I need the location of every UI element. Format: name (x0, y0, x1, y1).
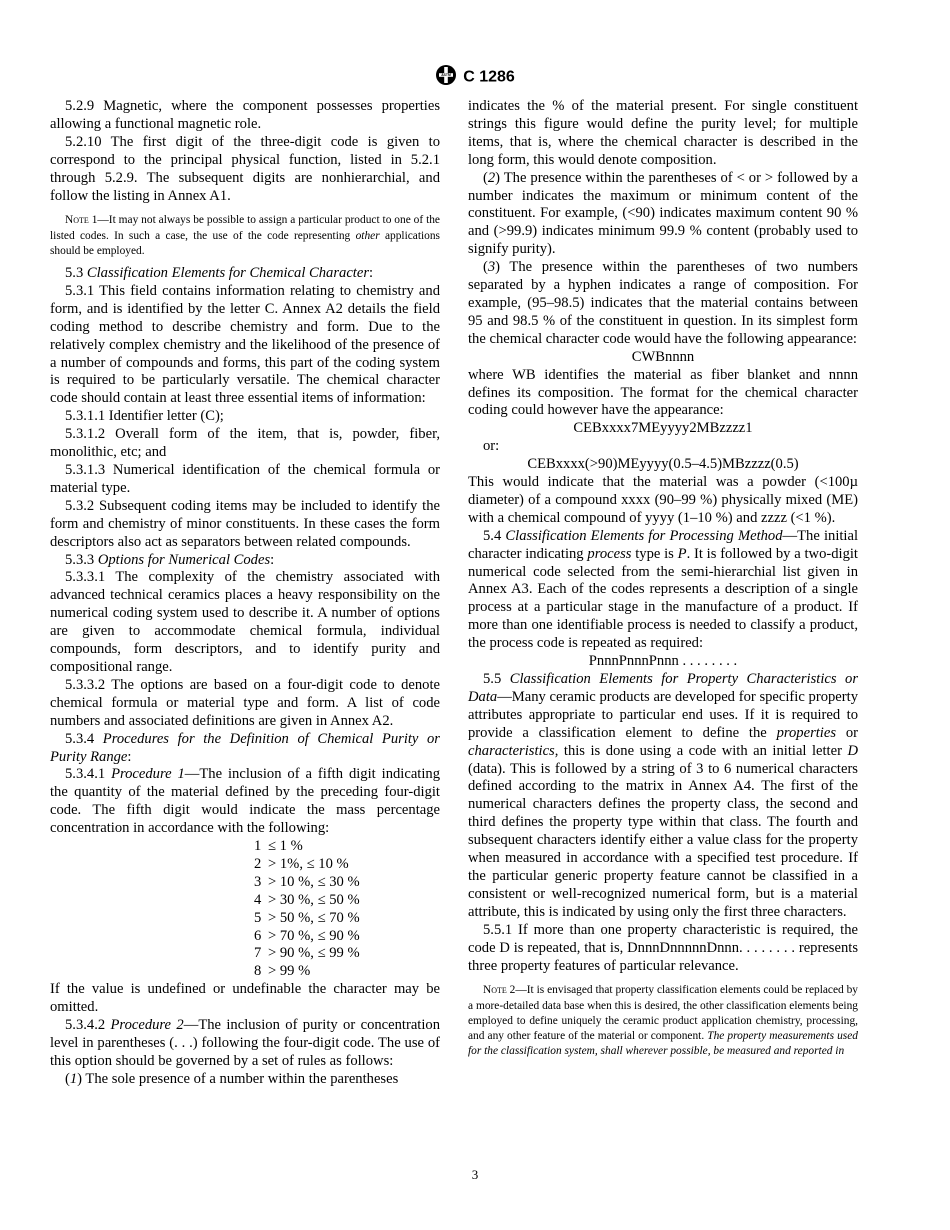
paragraph-5-2-9: 5.2.9 Magnetic, where the component possesses properties allowing a functional magnetic role. (50, 98, 440, 132)
right-column (468, 98, 858, 1065)
or-label: or: (483, 438, 500, 455)
list-item: 1 ≤ 1 % (254, 838, 303, 855)
note-2: Note 2—It is envisaged that property classification elements could be replaced by a more-detailed data base when this is desired, the other classification elements being employed to define uniquely the ceramic product application chemistry, processing, and any other feature of the material or component. The property measurements used for the classification system, shall wherever possible, be measured and reported in (468, 984, 858, 1058)
concentration-list (50, 838, 440, 981)
rule-2: (2) The presence within the parentheses of < or > followed by a number indicates the maximum or minimum content of the constituent. For example, (<90) indicates maximum content 90 % and (>99.9) indicates minimum 99.9 % content (probably used to signify purity). (468, 169, 858, 258)
paragraph-5-2-10: 5.2.10 The first digit of the three-digit code is given to correspond to the principal physical function, listed in 5.2.1 through 5.2.9. The subsequent digits are nonhierarchial, and follow the listing in Annex A1. (50, 133, 440, 204)
logo-text: ASTM (441, 73, 452, 78)
section-5-5: 5.5 Classification Elements for Property Characteristics or Data—Many ceramic products are developed for specific property attributes appropriate to particular end uses. If it is required to provide a classification element to define the properties or characteristics, this is done using a code with an initial letter D (data). This is followed by a string of 3 to 6 numerical characters defined according to the matrix in Annex A4. The first of the numerical characters defines the property class, the second and third defines the property type within that class. The fourth and subsequent characters identify either a value class for the property when measured in accordance with a specified test procedure. If the particular generic property feature cannot be classified in a consistent or well-recognized numerical form, but is a material attribute, this is indicated by using only the first three characters. (468, 671, 859, 920)
paragraph-5-3-1-2: 5.3.1.2 Overall form of the item, that is, powder, fiber, monolithic, etc; and (50, 426, 440, 461)
paragraph-5-3-1: 5.3.1 This field contains information relating to chemistry and form, and is identified by the letter C. Annex A2 details the field coding method to describe chemistry and form. Due to the relatively complex chemistry and the likelihood of the presence of a number of compounds and forms, this part of the coding system is required to be particularly versatile. The chemical character code should contain at least three essential items of information: (50, 282, 440, 407)
paragraph-continuation: indicates the % of the material present. For single constituent strings this figure would define the purity level; for multiple items, that is, where the chemical character is described in the long form, this would denote composition. (468, 98, 858, 168)
list-item: 5 > 50 %, ≤ 70 % (254, 909, 360, 926)
list-item: 6 > 70 %, ≤ 90 % (254, 927, 360, 944)
page-header (0, 64, 950, 91)
note-1-label: Note (65, 214, 89, 227)
code-example-2: CEBxxxx7MEyyyy2MBzzzz1 (573, 420, 753, 437)
section-5-3-heading: 5.3 Classification Elements for Chemical Character: (65, 265, 374, 282)
paragraph-this: This would indicate that the material was a powder (<100µ diameter) of a compound xxxx (90–99 %) physically mixed (ME) with a chemical compound of yyyy (1–10 %) and zzzz (<1 %). (468, 474, 858, 526)
note-2-label: Note (483, 984, 507, 997)
code-example-3: CEBxxxx(>90)MEyyyy(0.5–4.5)MBzzzz(0.5) (527, 456, 799, 473)
paragraph-5-3-3-1: 5.3.3.1 The complexity of the chemistry associated with advanced technical ceramics places a heavy responsibility on the numerical coding system used to describe it. A number of options are given to accommodate chemical formula, individual compounds, form descriptors, and to identify purity and compositional range. (50, 569, 440, 675)
rule-1: (1) The sole presence of a number within the parentheses (65, 1070, 399, 1087)
section-5-3-3-heading: 5.3.3 Options for Numerical Codes: (65, 551, 275, 568)
paragraph-5-3-2: 5.3.2 Subsequent coding items may be included to identify the form and chemistry of minor constituents. In these cases the form descriptors also act as separators between related compounds. (50, 497, 440, 550)
paragraph-5-3-4-1: 5.3.4.1 Procedure 1—The inclusion of a fifth digit indicating the quantity of the material defined by the preceding four-digit code. The fifth digit would indicate the mass percentage concentration in accordance with the following: (50, 766, 440, 837)
section-5-4: 5.4 Classification Elements for Processing Method—The initial character indicating process type is P. It is followed by a two-digit numerical code selected from the semi-hierarchial list given in Annex A3. Each of the codes represents a description of a single process at a particular stage in the manufacture of a product. If more than one identifiable process is needed to classify a product, the process code is repeated as required: (468, 527, 859, 652)
list-item: 4 > 30 %, ≤ 50 % (254, 891, 360, 908)
astm-logo-icon (435, 64, 457, 91)
rule-3: (3) The presence within the parentheses of two numbers separated by a hyphen indicates a range of composition. For example, (95–98.5) indicates that the material contains between 95 and 98.5 % of the constituent in question. In its simplest form the chemical character code would have the following appearance: (468, 259, 858, 347)
list-item: 3 > 10 %, ≤ 30 % (254, 873, 360, 890)
list-item: 8 > 99 % (254, 963, 311, 980)
code-example-1: CWBnnnn (631, 348, 695, 365)
list-item: 7 > 90 %, ≤ 99 % (254, 945, 360, 962)
paragraph-5-5-1: 5.5.1 If more than one property characteristic is required, the code D is repeated, that is, DnnnDnnnnnDnnn. . . . . . . . represents three property features of particular relevance. (468, 921, 858, 974)
document-designation: C 1286 (463, 68, 515, 86)
paragraph-5-3-1-3: 5.3.1.3 Numerical identification of the chemical formula or material type. (50, 462, 440, 496)
paragraph-undefined-value: If the value is undefined or undefinable the character may be omitted. (50, 981, 440, 1016)
paragraph-5-3-1-1: 5.3.1.1 Identifier letter (C); (65, 408, 224, 425)
page-number: 3 (471, 1167, 479, 1182)
paragraph-5-3-3-2: 5.3.3.2 The options are based on a four-digit code to denote chemical formula or material type and form. A list of code numbers and associated definitions are given in Annex A2. (50, 676, 440, 729)
list-item: 2 > 1%, ≤ 10 % (254, 855, 349, 872)
paragraph-5-3-4-2: 5.3.4.2 Procedure 2—The inclusion of purity or concentration level in parentheses (. . .) following the four-digit code. The use of this option should be governed by a set of rules as follows: (50, 1016, 441, 1069)
left-column (50, 98, 440, 1089)
note-1: Note 1—It may not always be possible to assign a particular product to one of the listed codes. In such a case, the use of the code representing other applications should be employed. (50, 214, 440, 257)
section-5-3-4-heading: 5.3.4 Procedures for the Definition of Chemical Purity or Purity Range: (50, 730, 440, 765)
code-example-4: PnnnPnnnPnnn . . . . . . . . (588, 653, 738, 670)
paragraph-where: where WB identifies the material as fiber blanket and nnnn defines its composition. The format for the chemical character coding could however have the appearance: (468, 366, 858, 419)
